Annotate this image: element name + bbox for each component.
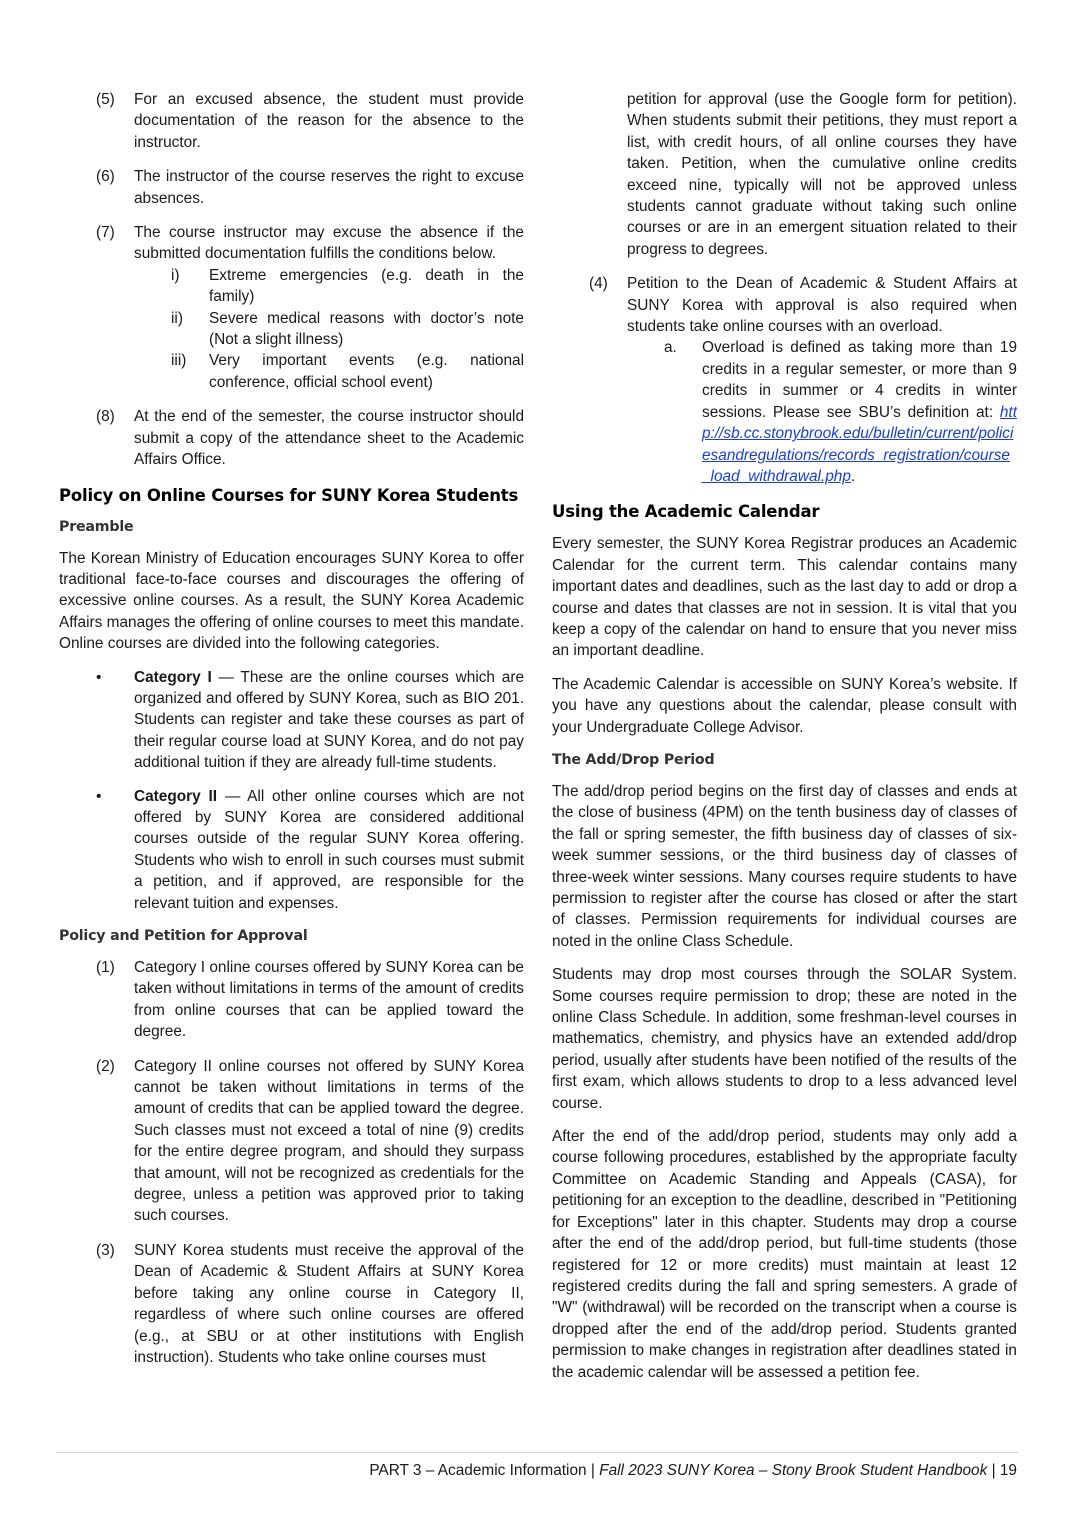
sub-item-period: .: [850, 467, 856, 485]
footer-separator: |: [987, 1462, 1000, 1479]
item-number: (4): [589, 275, 608, 293]
sub-item-number: ii): [171, 309, 183, 327]
sub-list-item: [59, 265, 524, 308]
subheading-add-drop: The Add/Drop Period: [552, 751, 715, 768]
sub-list-item: [552, 337, 1017, 487]
item-number: (7): [96, 224, 115, 242]
calendar-paragraph: The Academic Calendar is accessible on SUNY Korea’s website. If you have any questions about the calendar, please consult with your Undergraduate College Advisor.: [552, 675, 1017, 736]
item-number: (5): [96, 91, 115, 108]
item-text: The instructor of the course reserves the right to excuse absences.: [134, 168, 524, 207]
bullet-dot: •: [96, 668, 102, 686]
sub-item-number: i): [171, 266, 180, 284]
page-number: 19: [999, 1462, 1017, 1479]
bullet-label: Category I: [134, 668, 212, 686]
bullet-text: These are the online courses which are organized and offered by SUNY Korea, such as BIO 201. Students can register and take these courses as part of their regular course load at SUNY Korea, and do not pay additional tuition if they are already full-time students.: [134, 668, 524, 772]
list-item: [59, 406, 524, 470]
item-text: At the end of the semester, the course instructor should submit a copy of the attendance sheet to the Academic Affairs Office.: [134, 408, 524, 469]
item-text: Category II online courses not offered by SUNY Korea cannot be taken without limitations in terms of the amount of credits that can be applied toward the degree. Such classes must not exceed a total of nine (9) credits for the entire degree program, and should they surpass that amount, will not be recognized as credentials for the degree, unless a petition was approved prior to taking such courses.: [134, 1057, 524, 1225]
sub-list: [59, 265, 524, 393]
add-drop-paragraph: Students may drop most courses through the SOLAR System. Some courses require permission to drop; these are noted in the online Class Schedule. In addition, some freshman-level courses in mathematics, chemistry, and physics have an extended add/drop period, usually after students have been notified of the results of the first exam, which allows students to drop to a less advanced level course.: [552, 966, 1017, 1112]
item-text: Petition to the Dean of Academic & Student Affairs at SUNY Korea with approval is also required when students take online courses with an overload.: [627, 275, 1017, 336]
sub-item-text: Severe medical reasons with doctor’s note (Not a slight illness): [209, 309, 524, 349]
footer-divider: [56, 1452, 1018, 1453]
list-item: [59, 222, 524, 265]
add-drop-paragraph: After the end of the add/drop period, students may only add a course following procedures, established by the appropriate faculty Committee on Academic Standing and Appeals (CASA), for petitioning for an exception to the deadline, described in "Petitioning for Exceptions" later in this chapter. Students may drop a course after the end of the add/drop period, but full-time students (those registered for 12 or more credits) must maintain at least 12 registered credits during the fall and spring semesters. A grade of "W" (withdrawal) will be recorded on the transcript when a course is dropped after the end of the add/drop period. Students granted permission to make changes in registration after deadlines stated in the academic calendar will be assessed a petition fee.: [552, 1128, 1017, 1381]
sub-item-text: Overload is defined as taking more than 19 credits in a regular semester, or more than 9 credits in summer or 4 credits in winter sessions. Please see SBU’s definition at:: [702, 339, 1017, 421]
footer-separator: |: [586, 1462, 600, 1479]
add-drop-paragraph: The add/drop period begins on the first day of classes and ends at the close of business (4PM) on the tenth business day of classes of the fall or spring semester, the fifth business day of classes of six-week summer sessions, or the third business day of classes of three-week winter sessions. Many courses require students to have permission to register after the course has closed or after the start of classes. Permission requirements for individual courses are noted in the online Class Schedule.: [552, 782, 1017, 950]
sub-list-item: [59, 350, 524, 393]
footer-part: PART 3 – Academic Information: [369, 1462, 587, 1479]
list-item: [552, 273, 1017, 337]
item-number: (2): [96, 1057, 115, 1075]
bullet-dot: •: [96, 787, 102, 805]
bullet-label: Category II: [134, 787, 218, 805]
list-item-continuation: [552, 89, 1017, 260]
item-text: The course instructor may excuse the absence if the submitted documentation fulfills the conditions below.: [134, 224, 524, 263]
footer-handbook-title: Fall 2023 SUNY Korea – Stony Brook Student Handbook: [599, 1462, 988, 1479]
subheading-preamble: Preamble: [59, 518, 134, 535]
section-heading-online-courses: Policy on Online Courses for SUNY Korea Students: [59, 485, 519, 505]
right-column: [552, 89, 1017, 1395]
list-item: [59, 166, 524, 209]
preamble-paragraph: The Korean Ministry of Education encourages SUNY Korea to offer traditional face-to-face courses and discourages the offering of excessive online courses. As a result, the SUNY Korea Academic Affairs manages the offering of online courses to meet this mandate. Online courses are divided into the following categories.: [59, 549, 524, 653]
bullet-dash: —: [211, 668, 241, 686]
item-number: (1): [96, 959, 115, 976]
item-number: (6): [96, 168, 115, 186]
item-text: SUNY Korea students must receive the approval of the Dean of Academic & Student Affairs at SUNY Korea before taking any online course in Category II, regardless of where such online courses are offered (e.g., at SBU or at other institutions with English instruction). Students who take online courses must: [134, 1241, 524, 1366]
sbu-course-load-link[interactable]: http://sb.cc.stonybrook.edu/bulletin/current/policiesandregulations/records_registration/course_load_withdrawal.php: [702, 403, 1017, 485]
item-text: For an excused absence, the student must provide documentation of the reason for the absence to the instructor.: [134, 91, 524, 151]
item-text: Category I online courses offered by SUNY Korea can be taken without limitations in terms of the amount of credits from online courses that can be applied toward the degree.: [134, 959, 524, 1041]
calendar-paragraph: Every semester, the SUNY Korea Registrar produces an Academic Calendar for the current term. This calendar contains many important dates and deadlines, such as the last day to add or drop a course and dates that classes are not in session. It is vital that you keep a copy of the calendar on hand to ensure that you never miss an important deadline.: [552, 535, 1017, 660]
sub-item-number: iii): [171, 352, 187, 370]
subheading-policy-petition: Policy and Petition for Approval: [59, 928, 308, 944]
list-item: [59, 1056, 524, 1227]
item-number: (8): [96, 408, 115, 426]
sub-item-text: Very important events (e.g. national conference, official school event): [209, 352, 524, 391]
sub-item-text: Extreme emergencies (e.g. death in the family): [209, 266, 524, 306]
list-item: [59, 89, 524, 153]
bullet-item: [59, 786, 524, 914]
list-item: [59, 1240, 524, 1368]
item-number: (3): [96, 1241, 115, 1259]
left-column: [59, 89, 524, 1381]
bullet-text: All other online courses which are not offered by SUNY Korea are considered additional courses outside of the regular SUNY Korea offering. Students who wish to enroll in such courses must submit a petition, and if approved, are responsible for the relevant tuition and expenses.: [134, 787, 524, 912]
item-text: petition for approval (use the Google form for petition). When students submit their petitions, they must report a list, with credit hours, of all online courses they have taken. Petition, when the cumulative online credits exceed nine, typically will not be approved unless students cannot graduate without taking such online courses or are in an emergent situation related to their progress to degrees.: [627, 91, 1017, 258]
sub-list-item: [59, 308, 524, 351]
section-heading-academic-calendar: Using the Academic Calendar: [552, 502, 820, 522]
sub-item-number: a.: [664, 339, 677, 357]
page-footer: [369, 1460, 1017, 1481]
bullet-item: [59, 667, 524, 774]
bullet-dash: —: [217, 787, 248, 805]
list-item: [59, 957, 524, 1043]
